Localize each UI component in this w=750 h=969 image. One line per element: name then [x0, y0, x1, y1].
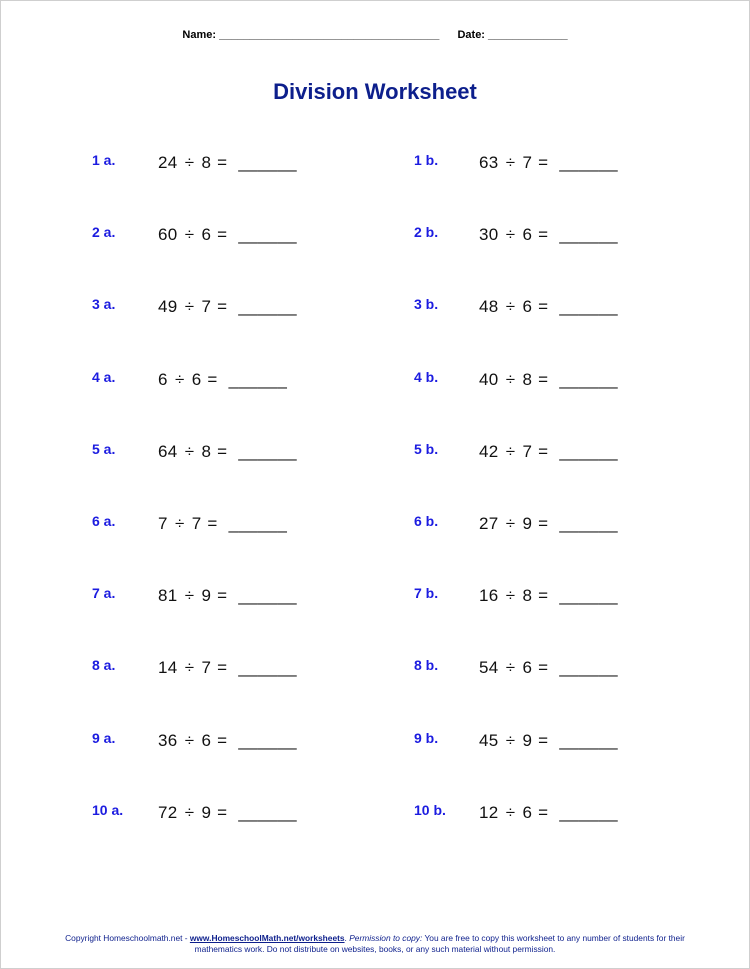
divisor: 7 — [201, 297, 212, 317]
divisor: 6 — [522, 297, 533, 317]
divisor: 8 — [522, 369, 533, 389]
answer-blank: ______ — [559, 658, 618, 678]
equals-sign: = — [217, 802, 228, 822]
problem-number: 7 b. — [414, 585, 439, 602]
problem-number: 8 b. — [414, 657, 439, 674]
division-expression — [479, 442, 618, 462]
divisor: 6 — [522, 802, 533, 822]
dividend: 42 — [479, 441, 499, 461]
problem-4a — [92, 369, 352, 399]
division-expression — [158, 658, 297, 678]
division-expression — [479, 586, 618, 606]
division-expression — [158, 442, 297, 462]
divisor: 6 — [522, 225, 533, 245]
answer-blank: ______ — [559, 441, 618, 461]
equals-sign: = — [217, 730, 228, 750]
divisor: 8 — [201, 441, 212, 461]
problem-2b — [414, 224, 674, 254]
equals-sign: = — [538, 730, 549, 750]
equals-sign: = — [538, 514, 549, 533]
dividend: 60 — [158, 225, 178, 245]
divisor: 6 — [201, 225, 212, 245]
dividend: 63 — [479, 153, 499, 172]
answer-blank: ______ — [228, 514, 288, 533]
equals-sign: = — [538, 802, 549, 822]
equals-sign: = — [217, 153, 228, 172]
division-expression — [479, 370, 618, 390]
problem-4b — [414, 369, 674, 399]
divisor: 7 — [522, 441, 533, 461]
problem-2a — [92, 224, 352, 254]
division-sign: ÷ — [505, 514, 516, 533]
problem-5a — [92, 441, 352, 471]
answer-blank: ______ — [559, 297, 618, 317]
problem-number: 5 a. — [92, 440, 116, 457]
dividend: 16 — [479, 586, 499, 606]
division-expression — [158, 803, 297, 823]
divisor: 6 — [191, 369, 202, 389]
division-sign: ÷ — [184, 153, 195, 172]
problem-number: 8 a. — [92, 657, 116, 674]
answer-blank: ______ — [559, 802, 618, 822]
equals-sign: = — [538, 153, 549, 172]
division-expression — [158, 225, 297, 245]
answer-blank: ______ — [238, 586, 297, 606]
answer-blank: ______ — [238, 297, 297, 317]
problem-number: 1 a. — [92, 152, 116, 168]
problem-number: 2 a. — [92, 224, 116, 241]
divisor: 7 — [201, 658, 212, 678]
answer-blank: ______ — [238, 153, 297, 172]
equals-sign: = — [538, 586, 549, 606]
division-expression — [158, 514, 287, 534]
problem-3a — [92, 296, 352, 326]
dividend: 7 — [158, 514, 168, 533]
problem-1b — [414, 152, 674, 182]
equals-sign: = — [217, 297, 228, 317]
answer-blank: ______ — [238, 658, 297, 678]
dividend: 14 — [158, 658, 178, 678]
dividend: 48 — [479, 297, 499, 317]
problem-number: 6 b. — [414, 513, 439, 529]
permission-label: Permission to copy: — [349, 933, 423, 943]
division-sign: ÷ — [505, 441, 516, 461]
permission-text: You are free to copy this worksheet to any number of students for their mathematics work. Do not distribute on websites, books, or any such material without permission. — [194, 933, 685, 954]
problem-10a — [92, 802, 352, 832]
divisor: 6 — [522, 658, 533, 678]
date-blank: _____________ — [488, 29, 568, 41]
equals-sign: = — [217, 658, 228, 678]
division-sign: ÷ — [505, 658, 516, 678]
division-sign: ÷ — [184, 441, 195, 461]
dividend: 6 — [158, 369, 168, 389]
divisor: 9 — [201, 802, 212, 822]
division-sign: ÷ — [505, 586, 516, 606]
answer-blank: ______ — [228, 369, 288, 389]
equals-sign: = — [538, 441, 549, 461]
division-sign: ÷ — [174, 514, 185, 533]
problem-number: 9 a. — [92, 729, 116, 746]
division-expression — [158, 586, 297, 606]
problem-8b — [414, 657, 674, 687]
problem-9b — [414, 730, 674, 760]
equals-sign: = — [538, 369, 549, 389]
division-sign: ÷ — [184, 586, 195, 606]
problem-number: 1 b. — [414, 152, 439, 168]
dividend: 24 — [158, 153, 178, 172]
copyright-text: Copyright Homeschoolmath.net - — [65, 933, 188, 943]
division-sign: ÷ — [184, 658, 195, 678]
division-expression — [479, 658, 618, 678]
equals-sign: = — [538, 225, 549, 245]
division-sign: ÷ — [184, 225, 195, 245]
name-blank: ____________________________________ — [219, 29, 440, 41]
dividend: 27 — [479, 514, 499, 533]
problem-number: 10 b. — [414, 801, 446, 818]
page-title: Division Worksheet — [273, 79, 477, 104]
dividend: 12 — [479, 802, 499, 822]
problem-number: 4 a. — [92, 368, 116, 385]
problem-3b — [414, 296, 674, 326]
division-expression — [158, 731, 297, 751]
problem-8a — [92, 657, 352, 687]
problem-number: 4 b. — [414, 368, 439, 385]
worksheets-link[interactable]: www.HomeschoolMath.net/worksheets — [189, 933, 345, 943]
problem-5b — [414, 441, 674, 471]
division-expression — [479, 514, 618, 534]
dividend: 54 — [479, 658, 499, 678]
division-expression — [158, 153, 297, 173]
equals-sign: = — [217, 586, 228, 606]
problem-6b — [414, 513, 674, 543]
divisor: 6 — [201, 730, 212, 750]
division-sign: ÷ — [505, 802, 516, 822]
problem-number: 3 b. — [414, 296, 439, 313]
division-expression — [479, 803, 618, 823]
equals-sign: = — [217, 225, 228, 245]
answer-blank: ______ — [238, 802, 297, 822]
division-sign: ÷ — [184, 297, 195, 317]
copyright-footer — [61, 933, 689, 955]
equals-sign: = — [217, 441, 228, 461]
division-expression — [158, 370, 287, 390]
division-sign: ÷ — [505, 369, 516, 389]
equals-sign: = — [538, 658, 549, 678]
name-label: Name: — [182, 29, 217, 41]
dividend: 64 — [158, 441, 178, 461]
problem-number: 3 a. — [92, 296, 116, 313]
problem-number: 5 b. — [414, 440, 439, 457]
answer-blank: ______ — [559, 225, 618, 245]
divisor: 9 — [522, 514, 533, 533]
divisor: 8 — [522, 586, 533, 606]
problem-number: 7 a. — [92, 585, 116, 602]
answer-blank: ______ — [559, 586, 618, 606]
division-sign: ÷ — [184, 730, 195, 750]
division-sign: ÷ — [505, 225, 516, 245]
answer-blank: ______ — [559, 730, 618, 750]
dividend: 30 — [479, 225, 499, 245]
divisor: 8 — [201, 153, 212, 172]
problem-number: 10 a. — [92, 801, 124, 818]
answer-blank: ______ — [238, 730, 297, 750]
answer-blank: ______ — [238, 225, 297, 245]
problem-7b — [414, 585, 674, 615]
divisor: 7 — [522, 153, 533, 172]
problem-number: 9 b. — [414, 729, 439, 746]
problem-1a — [92, 152, 352, 182]
dividend: 72 — [158, 802, 178, 822]
divisor: 7 — [191, 514, 202, 533]
problem-6a — [92, 513, 352, 543]
division-sign: ÷ — [505, 153, 516, 172]
answer-blank: ______ — [238, 441, 297, 461]
division-expression — [479, 731, 618, 751]
equals-sign: = — [207, 369, 218, 389]
worksheet-header — [1, 29, 749, 41]
answer-blank: ______ — [559, 369, 618, 389]
date-label: Date: — [457, 29, 485, 41]
dividend: 36 — [158, 730, 178, 750]
division-sign: ÷ — [184, 802, 195, 822]
divisor: 9 — [201, 586, 212, 606]
footer-period: . — [344, 933, 347, 943]
answer-blank: ______ — [559, 514, 618, 533]
problem-9a — [92, 730, 352, 760]
divisor: 9 — [522, 730, 533, 750]
problem-10b — [414, 802, 674, 832]
division-expression — [479, 153, 618, 173]
division-expression — [158, 297, 297, 317]
problem-number: 2 b. — [414, 224, 439, 241]
answer-blank: ______ — [559, 153, 618, 172]
problem-number: 6 a. — [92, 513, 116, 529]
division-sign: ÷ — [505, 730, 516, 750]
division-sign: ÷ — [174, 369, 185, 389]
dividend: 49 — [158, 297, 178, 317]
dividend: 81 — [158, 586, 178, 606]
dividend: 40 — [479, 369, 499, 389]
equals-sign: = — [538, 297, 549, 317]
division-expression — [479, 225, 618, 245]
dividend: 45 — [479, 730, 499, 750]
division-expression — [479, 297, 618, 317]
equals-sign: = — [207, 514, 218, 533]
problem-7a — [92, 585, 352, 615]
division-sign: ÷ — [505, 297, 516, 317]
